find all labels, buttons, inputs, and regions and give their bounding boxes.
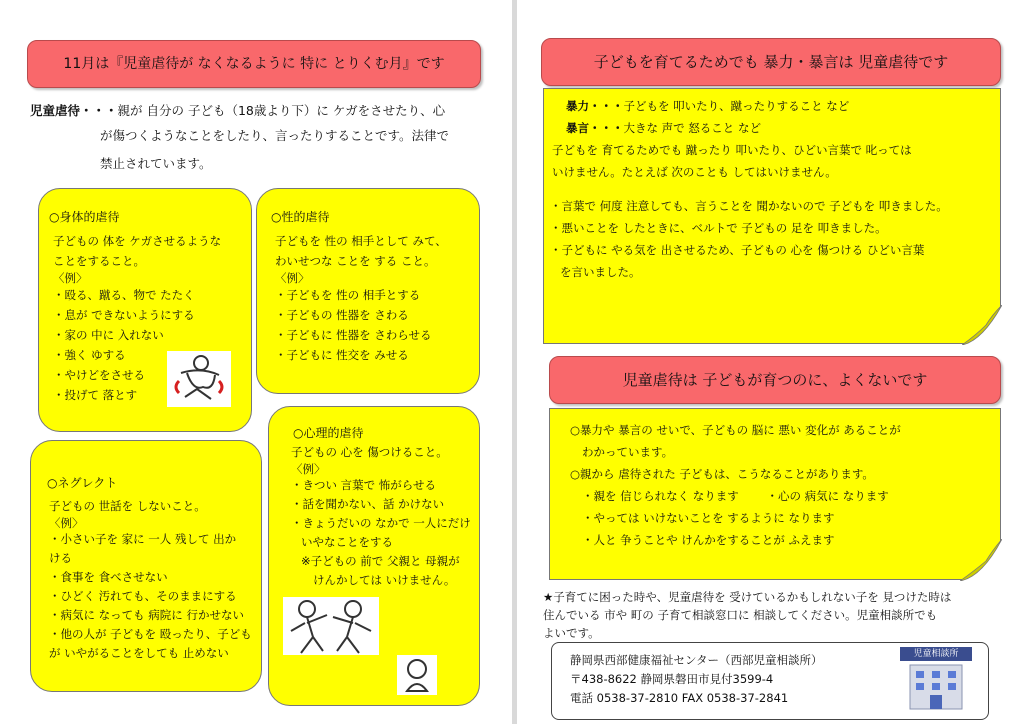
right-banner-2 [549, 356, 1001, 404]
list-item: ・言葉で 何度 注意しても、言うことを 聞かないので 子どもを 叩きました。 [550, 199, 948, 213]
list-item: ・話を聞かない、話 かけない [291, 497, 445, 511]
list-item: ・子どもの 性器を さわる [275, 308, 409, 322]
list-item: を言いました。 [560, 265, 641, 279]
physical-abuse-box [38, 188, 252, 432]
physical-abuse-illustration [167, 351, 231, 407]
center-sign: 児童相談所 [900, 647, 972, 661]
list-item: ・悪いことを したときに、ベルトで 子どもの 足を 叩きました。 [550, 221, 887, 235]
sexual-title: ○性的虐待 [271, 210, 330, 224]
list-item: ・きつい 言葉で 怖がらせる [291, 478, 436, 492]
sexual-examples [275, 285, 447, 365]
right-banner-1 [541, 38, 1001, 86]
neglect-title: ○ネグレクト [47, 476, 118, 490]
contact-organization: 静岡県西部健康福祉センター（西部児童相談所） [570, 653, 823, 667]
list-item: ・子どもを 性の 相手とする [275, 288, 421, 302]
list-item: けんかしては いけません。 [313, 573, 456, 587]
footer-line-2: 住んでいる 市や 町の 子育て相談窓口に 相談してください。児童相談所でも [543, 608, 938, 622]
building-icon [900, 661, 972, 711]
footer-line-1: ★子育てに困った時や、児童虐待を 受けているかもしれない子を 見つけた時は [543, 590, 952, 604]
list-item: ・他の人が 子どもを 殴ったり、子ども [49, 627, 252, 641]
sexual-desc-2: わいせつな ことを する こと。 [275, 254, 436, 268]
folded-corner [960, 539, 1002, 581]
effects-note [549, 408, 1001, 580]
contact-phone: 電話 0538-37-2810 FAX 0538-37-2841 [570, 691, 789, 705]
violence-note [543, 88, 1001, 344]
neglect-box [30, 440, 262, 692]
list-item: ・殴る、蹴る、物で たたく [53, 288, 195, 302]
violence-term: 暴力・・・ [566, 99, 624, 113]
list-item: ・病気に なっても 病院に 行かせない [49, 608, 244, 622]
note-line-1: 子どもを 育てるためでも 蹴ったり 叩いたり、ひどい言葉で 叱っては [552, 143, 912, 157]
list-item: ・強く ゆする [53, 348, 126, 362]
definition-term: 児童虐待・・・ [30, 103, 118, 118]
crying-child-illustration [397, 655, 437, 695]
contact-box [551, 642, 989, 720]
neglect-example-label: 〈例〉 [49, 516, 84, 530]
effect-line-2: わかっています。 [582, 445, 674, 459]
list-item: ・きょうだいの なかで 一人にだけ [291, 516, 471, 530]
folded-corner [962, 305, 1002, 345]
footer-line-3: よいです。 [543, 626, 600, 640]
psychological-desc-1: 子どもの 心を 傷つけること。 [291, 445, 448, 459]
left-banner-text: 11月は『児童虐待が なくなるように 特に とりくむ月』です [63, 56, 445, 72]
violence-definition: 子どもを 叩いたり、蹴ったりすること など [623, 99, 850, 113]
list-item: いやなことをする [301, 535, 393, 549]
list-item: ・子どもに 性器を さわらせる [275, 328, 432, 342]
effect-line-1: ○暴力や 暴言の せいで、子どもの 脳に 悪い 変化が あることが [570, 423, 901, 437]
list-item: ・やけどをさせる [53, 368, 145, 382]
list-item: ※子どもの 前で 父親と 母親が [301, 554, 460, 568]
right-banner-1-text: 子どもを育てるためでも 暴力・暴言は 児童虐待です [593, 53, 949, 71]
psychological-example-label: 〈例〉 [291, 462, 326, 476]
psychological-examples [291, 476, 471, 590]
note-line-2: いけません。たとえば 次のことも してはいけません。 [552, 165, 837, 179]
list-item: ・ひどく 汚れても、そのままにする [49, 589, 237, 603]
abusive-language-term: 暴言・・・ [566, 121, 624, 135]
right-banner-2-text: 児童虐待は 子どもが育つのに、よくないです [622, 371, 928, 389]
list-item: ・子どもに やる気を 出させるため、子どもの 心を 傷つける ひどい言葉 [550, 243, 925, 257]
sexual-abuse-box [256, 188, 480, 394]
effect-item-4: ・人と 争うことや けんかをすることが ふえます [582, 533, 835, 547]
psychological-title: ○心理的虐待 [293, 426, 364, 440]
neglect-desc-1: 子どもの 世話を しないこと。 [49, 499, 206, 513]
psychological-abuse-box [268, 406, 480, 706]
list-item: ける [49, 551, 72, 565]
list-item: ・家の 中に 入れない [53, 328, 164, 342]
definition [30, 100, 490, 178]
physical-title: ○身体的虐待 [49, 210, 120, 224]
definition-line-3: 禁止されています。 [100, 156, 212, 171]
physical-desc-1: 子どもの 体を ケガさせるような [53, 234, 222, 248]
effect-item-3: ・やっては いけないことを するように なります [582, 511, 835, 525]
abusive-language-definition: 大きな 声で 怒ること など [623, 121, 761, 135]
right-page [517, 0, 1024, 724]
quarrel-illustration [283, 597, 379, 655]
sexual-example-label: 〈例〉 [275, 271, 310, 285]
effect-item-1: ・親を 信じられなく なります [582, 489, 739, 503]
contact-address: 〒438-8622 静岡県磐田市見付3599-4 [570, 672, 774, 686]
list-item: ・食事を 食べさせない [49, 570, 168, 584]
sexual-desc-1: 子どもを 性の 相手として みて、 [275, 234, 447, 248]
violence-examples [550, 195, 948, 283]
neglect-examples [49, 530, 252, 663]
list-item: ・息が できないようにする [53, 308, 195, 322]
list-item: ・投げて 落とす [53, 388, 138, 402]
consultation-notice [543, 588, 951, 642]
child-guidance-center-icon [900, 647, 972, 711]
definition-line-2: が傷つくようなことをしたり、言ったりすることです。法律で [100, 128, 450, 143]
list-item: ・子どもに 性交を みせる [275, 348, 409, 362]
left-banner [27, 40, 481, 88]
definition-line-1: 親が 自分の 子ども（18歳より下）に ケガをさせたり、心 [117, 103, 446, 118]
list-item: ・小さい子を 家に 一人 残して 出か [49, 532, 237, 546]
physical-example-label: 〈例〉 [53, 271, 88, 285]
effect-line-3: ○親から 虐待された 子どもは、こうなることがあります。 [570, 467, 874, 481]
physical-desc-2: ことをすること。 [53, 254, 145, 268]
list-item: が いやがることをしても 止めない [49, 646, 229, 660]
effect-item-2: ・心の 病気に なります [766, 489, 889, 503]
